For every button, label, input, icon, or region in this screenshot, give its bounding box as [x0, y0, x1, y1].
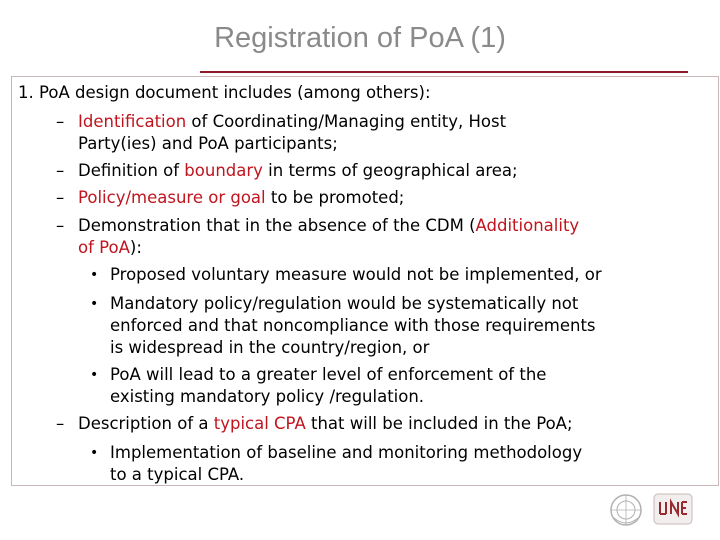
item-4-accent-1: Additionality: [475, 216, 580, 235]
item-2-accent: boundary: [184, 161, 263, 180]
item-1-line-1: [78, 111, 506, 133]
subitem-3-line-1: PoA will lead to a greater level of enforcement of the: [110, 365, 547, 384]
item-4-line-2: [78, 237, 142, 259]
item-5-line: [78, 413, 573, 435]
item-5-accent: typical CPA: [213, 414, 306, 433]
item-4-line-1: [78, 215, 579, 237]
subitem-3-bullet: •: [90, 367, 99, 383]
slide-title: Registration of PoA (1): [214, 22, 506, 54]
item-3-accent: Policy/measure or goal: [78, 188, 266, 207]
subitem-2-line-1: Mandatory policy/regulation would be systematically not: [110, 294, 579, 313]
item-1-rest: of Coordinating/Managing entity, Host: [186, 112, 507, 131]
subitem-3-line-2: existing mandatory policy /regulation.: [110, 387, 425, 406]
subitem-2-line-3: is widespread in the country/region, or: [110, 338, 430, 357]
un-emblem-icon: [611, 495, 641, 525]
item-2-post: in terms of geographical area;: [262, 161, 518, 180]
item-4-post: ):: [129, 238, 142, 257]
subitem-2-line-2: enforced and that noncompliance with those requirements: [110, 316, 596, 335]
item-3-line: [78, 187, 404, 209]
unep-logo-icon: [654, 494, 692, 524]
item-3-post: to be promoted;: [265, 188, 405, 207]
item-5-post: that will be included in the PoA;: [305, 414, 573, 433]
title-divider: [200, 71, 688, 73]
item-3-marker: –: [56, 188, 65, 207]
item-4-accent-2: of PoA: [78, 238, 130, 257]
item-4-pre: Demonstration that in the absence of the CDM (: [78, 216, 476, 235]
item-2-marker: –: [56, 161, 65, 180]
subitem-2-bullet: •: [90, 296, 99, 312]
item-1-marker: –: [56, 112, 65, 131]
footer-logos: [608, 488, 708, 532]
subitem-4-line-2: to a typical CPA.: [110, 465, 245, 484]
item-1-accent: Identification: [78, 112, 187, 131]
item-5-pre: Description of a: [78, 414, 214, 433]
subitem-4-line-1: Implementation of baseline and monitoring methodology: [110, 443, 583, 462]
item-2-pre: Definition of: [78, 161, 185, 180]
footer-logos-svg: [608, 488, 708, 532]
subitem-4-bullet: •: [90, 445, 99, 461]
intro-line: 1. PoA design document includes (among others):: [18, 83, 431, 102]
item-5-marker: –: [56, 414, 65, 433]
item-1-line-2: Party(ies) and PoA participants;: [78, 134, 338, 153]
subitem-1-line-1: Proposed voluntary measure would not be implemented, or: [110, 265, 602, 284]
item-4-marker: –: [56, 216, 65, 235]
item-2-line: [78, 160, 518, 182]
subitem-1-bullet: •: [90, 267, 99, 283]
